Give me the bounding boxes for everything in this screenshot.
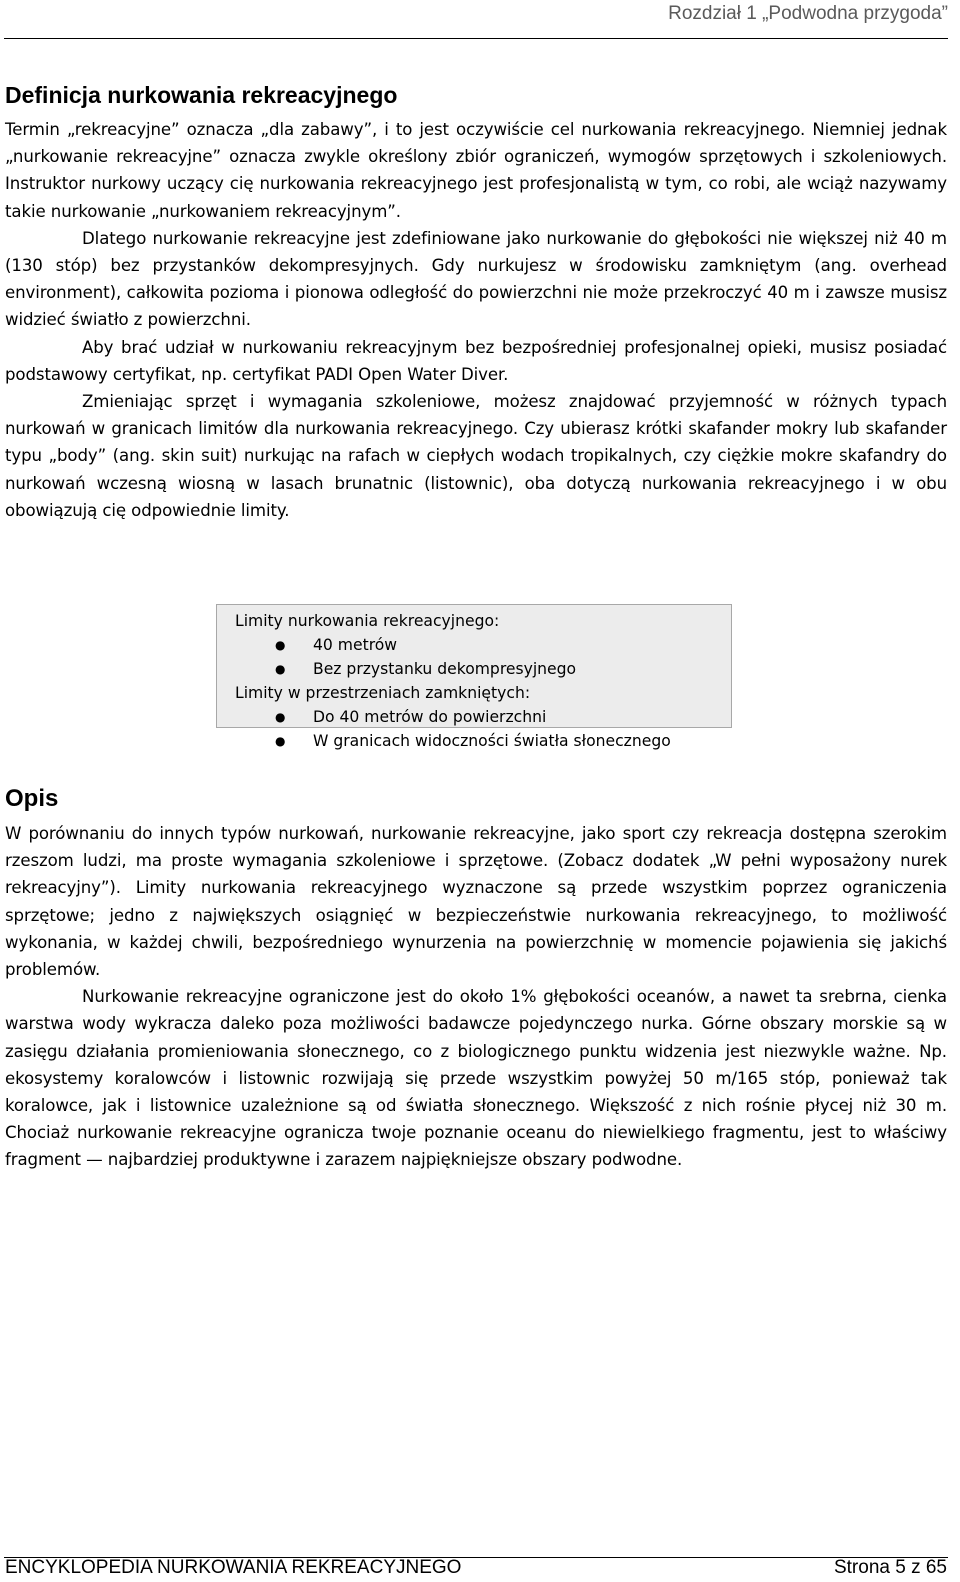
overhead-limits-item [235,729,731,753]
definition-body [5,116,947,524]
definition-paragraph: Termin „rekreacyjne” oznacza „dla zabawy”, i to jest oczywiście cel nurkowania rekreacyjnego. Niemniej jednak „nurkowanie rekreacyjne” oznacza zwykle określony zbiór ograniczeń, wymogów sprzętowych i szkoleniowych. Instruktor nurkowy uczący cię nurkowania rekreacyjnego jest profesjonalistą w tym, co robi, ale wciąż nazywamy takie nurkowanie „nurkowaniem rekreacyjnym”. [5,120,947,221]
limits-list [235,633,731,681]
bullet-icon: ● [275,638,286,652]
chapter-title: Rozdział 1 „Podwodna przygoda” [668,3,948,24]
limits-item-text: 40 metrów [313,636,398,654]
limits-box [216,604,732,750]
limits-list-item [235,657,731,681]
definition-heading: Definicja nurkowania rekreacyjnego [5,82,398,108]
bullet-icon: ● [275,734,286,748]
opis-paragraph: Nurkowanie rekreacyjne ograniczone jest do około 1% głębokości oceanów, a nawet ta srebrna, cienka warstwa wody wykracza daleko poza możliwości badawcze pojedynczego nurka. Górne obszary morskie są w zasięgu działania promieniowania słonecznego, co z biologicznego punktu widzenia jest niezwykle ważne. Np. ekosystemy koralowców i listownic rozwijają się przede wszystkim powyżej 50 m/165 stóp, ponieważ tak koralowce, jak i listownice uzależnione są od światła słonecznego. Większość z nich rośnie płycej niż 30 m. Chociaż nurkowanie rekreacyjne ogranicza twoje poznanie oceanu do niewielkiego fragmentu, jest to właściwy fragment — najbardziej produktywne i zarazem najpiękniejsze obszary podwodne. [5,987,947,1170]
running-header [0,0,948,26]
definition-paragraph: Aby brać udział w nurkowaniu rekreacyjnym bez bezpośredniej profesjonalnej opieki, musisz posiadać podstawowy certyfikat, np. certyfikat PADI Open Water Diver. [5,337,947,384]
bullet-icon: ● [275,662,286,676]
limits-box-subtitle: Limity w przestrzeniach zamkniętych: [235,684,531,702]
overhead-item-text: Do 40 metrów do powierzchni [313,708,547,726]
overhead-limits-list [235,705,731,753]
definition-paragraph: Zmieniając sprzęt i wymagania szkoleniowe, możesz znajdować przyjemność w różnych typach nurkowań w granicach limitów dla nurkowania rekreacyjnego. Czy ubierasz krótki skafander mokry lub skafander typu „body” (ang. skin suit) nurkując na rafach w ciepłych wodach tropikalnych, czy ciężkie mokre skafandry do nurkowań wczesną wiosną w lasach brunatnic (listownic), oba dotyczą nurkowania rekreacyjnego i w obu obowiązują cię odpowiednie limity. [5,392,947,520]
definition-paragraph: Dlatego nurkowanie rekreacyjne jest zdefiniowane jako nurkowanie do głębokości nie większej niż 40 m (130 stóp) bez przystanków dekompresyjnych. Gdy nurkujesz w środowisku zamkniętym (ang. overhead environment), całkowita pozioma i pionowa odległość do powierzchni nie może przekroczyć 40 m i zawsze musisz widzieć światło z powierzchni. [5,228,947,330]
opis-body [5,820,947,1174]
page-number: Strona 5 z 65 [833,1557,947,1578]
header-divider [4,38,948,39]
opis-heading: Opis [5,785,59,812]
footer-book-title: ENCYKLOPEDIA NURKOWANIA REKREACYJNEGO [5,1557,462,1578]
overhead-item-text: W granicach widoczności światła słonecznego [313,732,671,750]
limits-box-title: Limity nurkowania rekreacyjnego: [235,612,500,630]
bullet-icon: ● [275,710,286,724]
limits-list-item [235,633,731,657]
overhead-limits-item [235,705,731,729]
opis-paragraph: W porównaniu do innych typów nurkowań, nurkowanie rekreacyjne, jako sport czy rekreacja dostępna szerokim rzeszom ludzi, ma proste wymagania szkoleniowe i sprzętowe. (Zobacz dodatek „W pełni wyposażony nurek rekreacyjny”). Limity nurkowania rekreacyjnego wyznaczone są przede wszystkim poprzez ograniczenia sprzętowe; jedno z największych osiągnięć w bezpieczeństwie nurkowania rekreacyjnego, to możliwość wykonania, w każdej chwili, bezpośredniego wynurzenia na powierzchnię w momencie pojawienia się jakichś problemów. [5,824,947,980]
limits-item-text: Bez przystanku dekompresyjnego [313,660,577,678]
